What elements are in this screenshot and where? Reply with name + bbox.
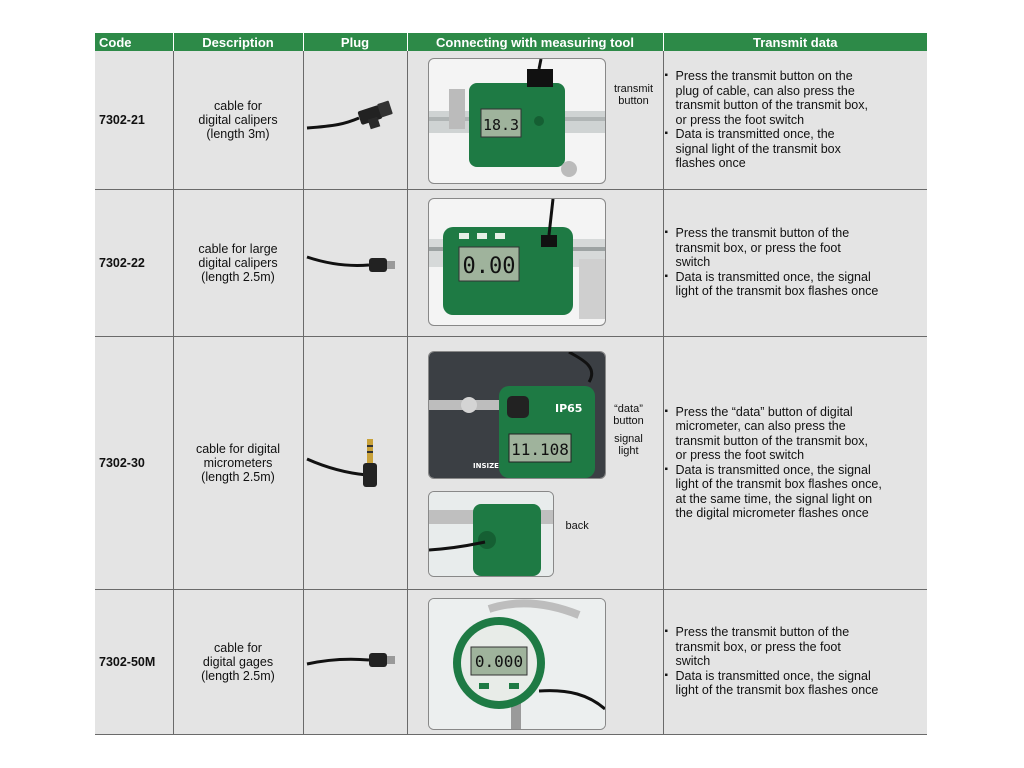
header-transmit: Transmit data <box>663 33 927 51</box>
transmit-cell <box>663 589 927 734</box>
desc-line: cable for digital <box>195 441 281 456</box>
micrometer-back-photo <box>428 491 554 577</box>
desc-line: digital calipers <box>198 255 278 270</box>
transmit-button-callout: transmit button <box>613 83 654 107</box>
plug-cell <box>303 51 407 189</box>
desc-line: (length 2.5m) <box>201 269 275 284</box>
desc-line: (length 3m) <box>206 126 270 141</box>
transmit-bullet: ▪ Press the transmit button of the transmit box, or press the foot switch <box>676 625 928 669</box>
transmit-cell <box>663 189 927 336</box>
product-code: 7302-30 <box>95 336 173 589</box>
product-code: 7302-22 <box>95 189 173 336</box>
back-label: back <box>565 519 589 532</box>
micrometer-display-text: 11.108 <box>510 439 569 459</box>
transmit-bullet: ▪ Press the transmit button of the transmit box, or press the foot switch <box>676 226 928 270</box>
product-code: 7302-50M <box>95 589 173 734</box>
micrometer-photo <box>428 351 606 479</box>
product-description <box>173 336 303 589</box>
desc-line: digital calipers <box>198 112 278 127</box>
plug-cell <box>303 589 407 734</box>
desc-line: (length 2.5m) <box>201 469 275 484</box>
transmit-bullet: ▪ Press the transmit button on the plug of cable, can also press the transmit button of the transmit box, or press the foot switch <box>676 69 928 127</box>
transmit-bullet: ▪ Data is transmitted once, the signal light of the transmit box flashes once <box>676 669 928 698</box>
plug-cell <box>303 336 407 589</box>
audio-jack-plug-icon <box>305 431 405 491</box>
connection-cell <box>407 589 663 734</box>
table-row <box>95 189 927 336</box>
caliper-display-text: 18.3 <box>482 116 519 134</box>
data-button-callout: “data” button <box>613 402 644 427</box>
table-row <box>95 336 927 589</box>
large-caliper-display-text: 0.00 <box>462 253 515 279</box>
product-description <box>173 589 303 734</box>
desc-line: cable for <box>214 640 262 655</box>
desc-line: digital gages <box>202 654 274 669</box>
table-row <box>95 589 927 734</box>
table-header-row <box>95 33 927 51</box>
connection-cell <box>407 336 663 589</box>
desc-line: cable for large <box>198 241 278 256</box>
transmit-bullet: ▪ Data is transmitted once, the signal light of the transmit box flashes once <box>676 127 928 171</box>
header-code: Code <box>95 33 173 51</box>
plug-cell <box>303 189 407 336</box>
gage-display-text: 0.000 <box>474 651 523 671</box>
transmit-bullet: ▪ Data is transmitted once, the signal light of the transmit box flashes once, at the same time, the signal light on the digital micrometer flashes once <box>676 463 928 521</box>
desc-line: (length 2.5m) <box>201 668 275 683</box>
desc-line: micrometers <box>203 455 273 470</box>
header-plug: Plug <box>303 33 407 51</box>
caliper-photo <box>428 58 606 184</box>
brand-logo: INSIZE <box>472 461 499 470</box>
product-description <box>173 51 303 189</box>
header-connecting: Connecting with measuring tool <box>407 33 663 51</box>
table-row <box>95 51 927 189</box>
connection-cell <box>407 51 663 189</box>
transmit-cell <box>663 336 927 589</box>
ip65-badge: IP65 <box>554 401 582 415</box>
transmit-cell <box>663 51 927 189</box>
desc-line: cable for <box>214 98 262 113</box>
transmit-bullet: ▪ Press the “data” button of digital micrometer, can also press the transmit button of the transmit box, or press the foot switch <box>676 405 928 463</box>
transmit-bullet: ▪ Data is transmitted once, the signal light of the transmit box flashes once <box>676 270 928 299</box>
calipers-plug-icon <box>305 88 405 148</box>
large-caliper-photo <box>428 198 606 326</box>
digital-gage-photo <box>428 598 606 730</box>
connection-cell <box>407 189 663 336</box>
micro-usb-plug-icon <box>305 640 405 680</box>
product-description <box>173 189 303 336</box>
signal-light-callout: signal light <box>614 432 643 457</box>
header-description: Description <box>173 33 303 51</box>
micro-usb-plug-icon <box>305 241 405 281</box>
cable-spec-table <box>95 33 927 735</box>
product-code: 7302-21 <box>95 51 173 189</box>
